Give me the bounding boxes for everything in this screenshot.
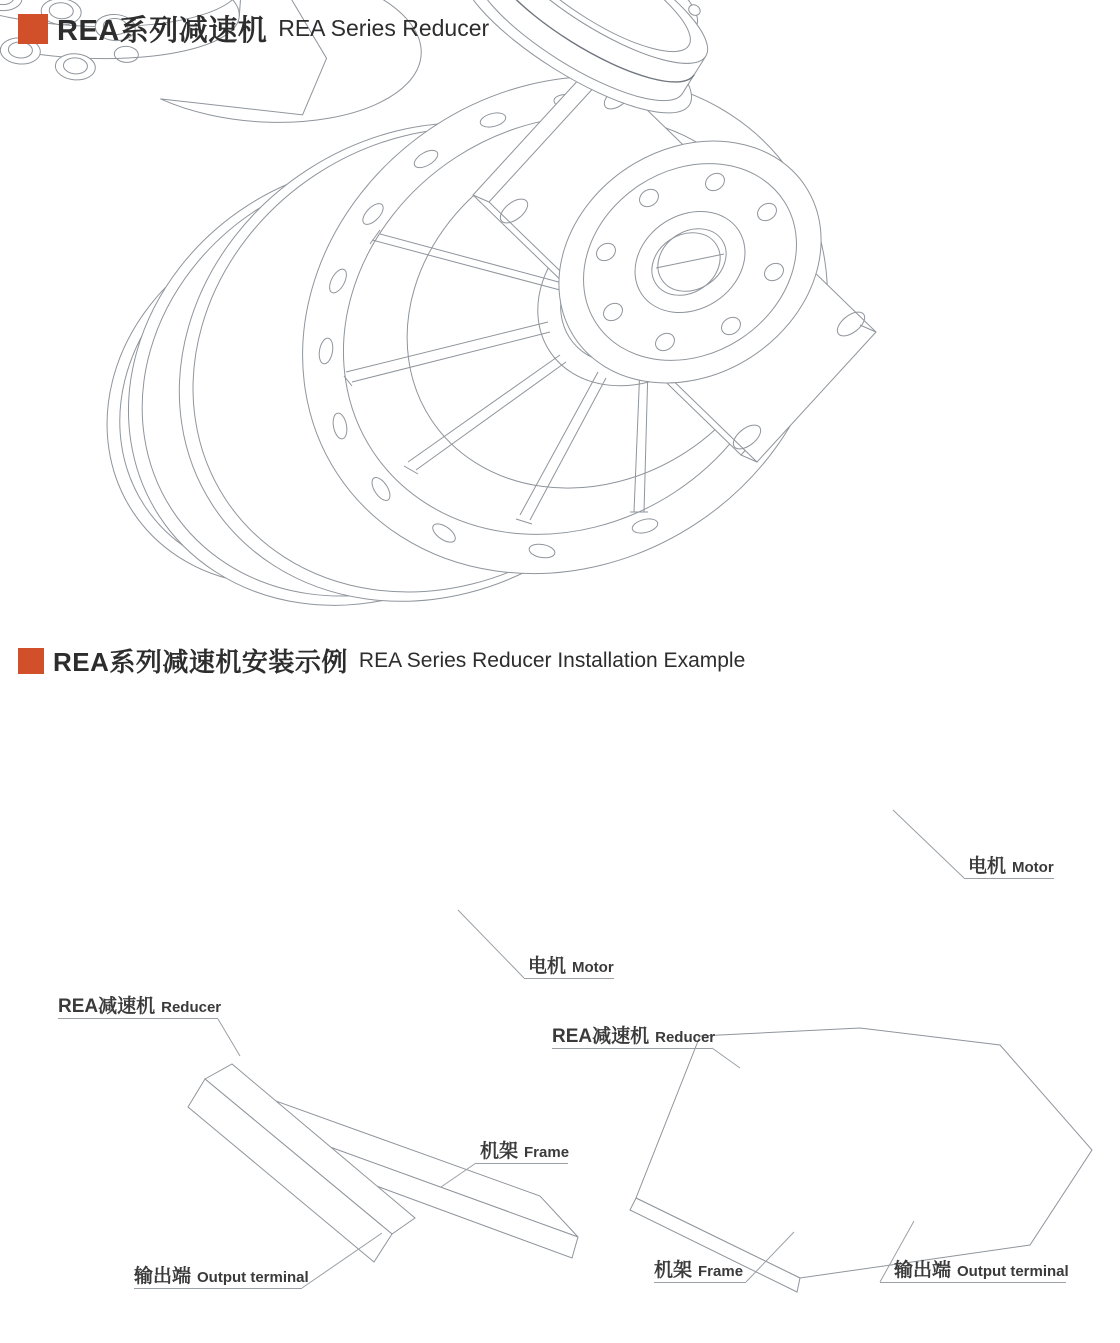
- orange-square-icon: [18, 14, 48, 44]
- label-left-output: 输出端 Output terminal: [134, 1261, 302, 1289]
- label-right-reducer: REA减速机 Reducer: [552, 1021, 712, 1049]
- section-title-zh: REA系列减速机: [57, 15, 268, 47]
- reducer-overview-figure: [37, 0, 923, 697]
- orange-square-icon: [18, 648, 44, 674]
- section-title-zh: REA系列减速机安装示例: [53, 647, 348, 677]
- label-left-reducer: REA减速机 Reducer: [58, 991, 218, 1019]
- right-frame-plate: [630, 1028, 1092, 1292]
- label-right-frame: 机架 Frame: [654, 1255, 746, 1283]
- section-title-en: REA Series Reducer: [278, 15, 490, 41]
- label-right-motor: 电机 Motor: [964, 851, 1054, 879]
- section-title-en: REA Series Reducer Installation Example: [358, 648, 746, 672]
- label-left-frame: 机架 Frame: [476, 1136, 568, 1164]
- section-header-installation: [18, 642, 745, 679]
- label-right-output: 输出端 Output terminal: [880, 1255, 1066, 1283]
- label-left-motor: 电机 Motor: [524, 951, 614, 979]
- section-header-reducer: [18, 8, 489, 49]
